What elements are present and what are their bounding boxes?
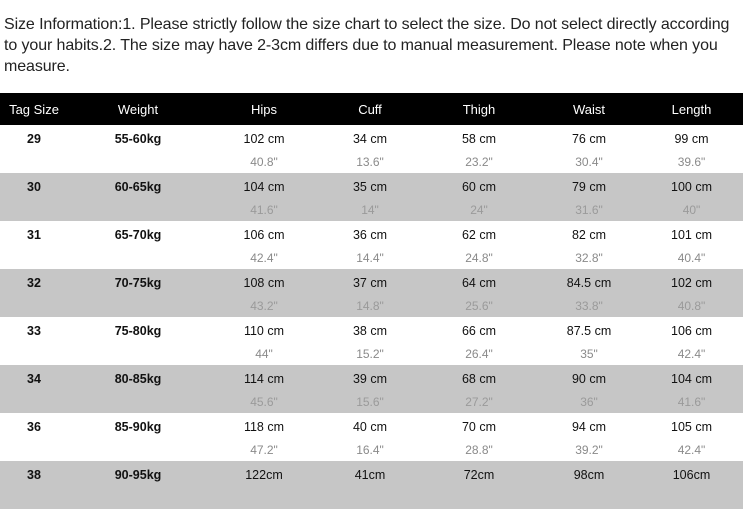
row-cm-line	[0, 317, 743, 342]
hips-cm-cell: 104 cm	[243, 179, 285, 194]
cuff-cm-cell: 34 cm	[352, 131, 388, 146]
length-inch-cell: 40"	[682, 202, 701, 217]
row-inch-line	[0, 486, 743, 509]
cuff-cm-cell: 38 cm	[352, 323, 388, 338]
hips-inch-cell: 47.2"	[250, 442, 278, 457]
length-cm-cell: 102 cm	[671, 275, 712, 290]
weight-cell: 55-60kg	[114, 131, 162, 146]
size-chart-table	[0, 93, 743, 509]
header-waist: Waist	[572, 101, 606, 117]
cuff-inch-cell: 14"	[361, 202, 379, 217]
table-row	[0, 317, 743, 365]
hips-cm-cell: 110 cm	[243, 323, 285, 338]
header-length: Length	[671, 101, 712, 117]
cuff-inch-cell: 15.6"	[356, 394, 384, 409]
header-weight: Weight	[117, 101, 159, 117]
hips-inch-cell: 40.8"	[250, 154, 278, 169]
thigh-cm-cell: 66 cm	[461, 323, 497, 338]
waist-inch-cell: 39.2"	[575, 442, 603, 457]
waist-cm-cell: 94 cm	[571, 419, 607, 434]
row-inch-line	[0, 246, 743, 269]
waist-cm-cell: 76 cm	[571, 131, 607, 146]
hips-inch-cell: 43.2"	[250, 298, 278, 313]
waist-inch-cell: 31.6"	[575, 202, 603, 217]
cuff-cm-cell: 39 cm	[352, 371, 388, 386]
length-cm-cell: 104 cm	[671, 371, 712, 386]
length-inch-cell: 42.4"	[677, 346, 706, 361]
length-cm-cell: 100 cm	[671, 179, 712, 194]
tag-size-cell: 34	[27, 371, 41, 386]
table-row	[0, 269, 743, 317]
cuff-cm-cell: 40 cm	[352, 419, 388, 434]
cuff-inch-cell: 14.4"	[356, 250, 384, 265]
thigh-cm-cell: 64 cm	[461, 275, 497, 290]
row-cm-line	[0, 413, 743, 438]
thigh-cm-cell: 72cm	[463, 467, 495, 482]
row-cm-line	[0, 173, 743, 198]
thigh-cm-cell: 62 cm	[461, 227, 497, 242]
hips-inch-cell: 44"	[255, 346, 273, 361]
cuff-inch-cell: 14.8"	[356, 298, 384, 313]
cuff-inch-cell: 15.2"	[356, 346, 384, 361]
row-cm-line	[0, 461, 743, 486]
tag-size-cell: 33	[27, 323, 41, 338]
row-cm-line	[0, 365, 743, 390]
tag-size-cell: 38	[27, 467, 41, 482]
hips-inch-cell: 41.6"	[250, 202, 278, 217]
hips-inch-cell: 45.6"	[250, 394, 278, 409]
weight-cell: 65-70kg	[114, 227, 162, 242]
waist-inch-cell: 36"	[580, 394, 598, 409]
weight-cell: 75-80kg	[114, 323, 162, 338]
thigh-cm-cell: 70 cm	[461, 419, 497, 434]
cuff-cm-cell: 35 cm	[352, 179, 388, 194]
header-thigh: Thigh	[462, 101, 496, 117]
waist-inch-cell: 35"	[580, 346, 598, 361]
tag-size-cell: 32	[27, 275, 41, 290]
header-hips: Hips	[250, 101, 277, 117]
row-inch-line	[0, 438, 743, 461]
hips-inch-cell: 42.4"	[250, 250, 278, 265]
cuff-cm-cell: 36 cm	[352, 227, 388, 242]
row-cm-line	[0, 269, 743, 294]
hips-cm-cell: 108 cm	[243, 275, 285, 290]
table-body	[0, 125, 743, 509]
thigh-cm-cell: 60 cm	[461, 179, 497, 194]
tag-size-cell: 31	[27, 227, 41, 242]
table-row	[0, 365, 743, 413]
waist-cm-cell: 98cm	[573, 467, 605, 482]
table-row	[0, 221, 743, 269]
thigh-inch-cell: 28.8"	[465, 442, 493, 457]
row-inch-line	[0, 198, 743, 221]
length-cm-cell: 106 cm	[671, 323, 712, 338]
waist-cm-cell: 82 cm	[571, 227, 607, 242]
thigh-inch-cell: 24"	[470, 202, 488, 217]
tag-size-cell: 36	[27, 419, 41, 434]
hips-cm-cell: 118 cm	[243, 419, 285, 434]
row-inch-line	[0, 150, 743, 173]
table-header	[0, 93, 743, 125]
header-tag-size: Tag Size	[9, 101, 59, 117]
cuff-inch-cell: 16.4"	[356, 442, 384, 457]
length-cm-cell: 101 cm	[671, 227, 712, 242]
waist-cm-cell: 79 cm	[571, 179, 607, 194]
table-row	[0, 173, 743, 221]
tag-size-cell: 30	[27, 179, 41, 194]
row-cm-line	[0, 125, 743, 150]
thigh-inch-cell: 26.4"	[465, 346, 493, 361]
waist-inch-cell: 30.4"	[575, 154, 603, 169]
table-row	[0, 461, 743, 509]
cuff-cm-cell: 41cm	[354, 467, 386, 482]
waist-cm-cell: 90 cm	[571, 371, 607, 386]
header-cuff: Cuff	[358, 101, 382, 117]
weight-cell: 90-95kg	[114, 467, 162, 482]
row-inch-line	[0, 390, 743, 413]
waist-inch-cell: 33.8"	[575, 298, 603, 313]
thigh-cm-cell: 68 cm	[461, 371, 497, 386]
row-cm-line	[0, 221, 743, 246]
table-row	[0, 125, 743, 173]
thigh-inch-cell: 24.8"	[465, 250, 493, 265]
length-cm-cell: 99 cm	[674, 131, 709, 146]
cuff-cm-cell: 37 cm	[352, 275, 388, 290]
length-cm-cell: 106cm	[672, 467, 711, 482]
length-inch-cell: 40.8"	[677, 298, 706, 313]
weight-cell: 85-90kg	[114, 419, 162, 434]
length-cm-cell: 105 cm	[671, 419, 712, 434]
cuff-inch-cell: 13.6"	[356, 154, 384, 169]
weight-cell: 80-85kg	[114, 371, 162, 386]
length-inch-cell: 40.4"	[677, 250, 706, 265]
hips-cm-cell: 106 cm	[243, 227, 285, 242]
row-inch-line	[0, 342, 743, 365]
tag-size-cell: 29	[27, 131, 41, 146]
length-inch-cell: 42.4"	[677, 442, 706, 457]
length-inch-cell: 41.6"	[677, 394, 706, 409]
size-information-text: Size Information:1. Please strictly follow the size chart to select the size. Do not select directly according to your habits.2. The size may have 2-3cm differs due to manual measurement. Please note when you measure.	[4, 16, 730, 75]
thigh-inch-cell: 23.2"	[465, 154, 493, 169]
hips-cm-cell: 114 cm	[243, 371, 285, 386]
weight-cell: 60-65kg	[114, 179, 162, 194]
length-inch-cell: 39.6"	[677, 154, 706, 169]
thigh-inch-cell: 25.6"	[465, 298, 493, 313]
hips-cm-cell: 122cm	[245, 467, 283, 482]
waist-cm-cell: 87.5 cm	[566, 323, 612, 338]
hips-cm-cell: 102 cm	[243, 131, 285, 146]
waist-cm-cell: 84.5 cm	[566, 275, 612, 290]
row-inch-line	[0, 294, 743, 317]
thigh-inch-cell: 27.2"	[465, 394, 493, 409]
thigh-cm-cell: 58 cm	[461, 131, 497, 146]
table-row	[0, 413, 743, 461]
waist-inch-cell: 32.8"	[575, 250, 603, 265]
weight-cell: 70-75kg	[114, 275, 162, 290]
